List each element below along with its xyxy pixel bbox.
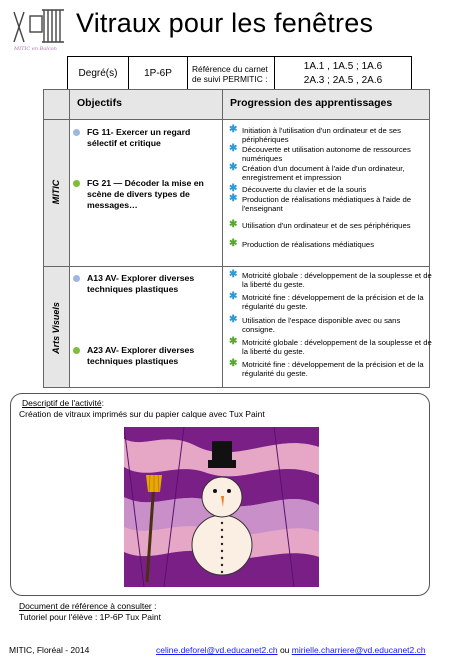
progression-item bbox=[229, 143, 432, 163]
bullet-dot-icon bbox=[73, 275, 80, 282]
logo-caption: MITIC en Balcon bbox=[14, 46, 57, 52]
progression-text: Production de réalisations médiatiques bbox=[242, 240, 375, 249]
progression-text: Utilisation de l'espace disponible avec ou sans consigne. bbox=[242, 316, 401, 334]
footer-separator: ou bbox=[277, 645, 292, 655]
objective-a13 bbox=[73, 273, 219, 295]
mitic-row-label: MITIC bbox=[51, 179, 61, 205]
snowman-stained-glass-image bbox=[124, 427, 319, 587]
header-corner bbox=[44, 90, 69, 120]
asterisk-icon: ✱ bbox=[229, 269, 238, 280]
objective-fg21 bbox=[73, 178, 219, 211]
progression-text: Production de réalisations médiatiques à l'aide de l'enseignant bbox=[242, 195, 411, 213]
progression-item bbox=[229, 124, 432, 144]
objective-text: A23 AV- Explorer diverses techniques plastiques bbox=[87, 345, 195, 366]
header-progression bbox=[223, 90, 429, 120]
arts-row-label: Arts Visuels bbox=[51, 302, 61, 354]
bullet-dot-icon bbox=[73, 180, 80, 187]
asterisk-icon: ✱ bbox=[229, 183, 238, 194]
degree-value: 1P-6P bbox=[129, 57, 188, 91]
reference-heading-text: Document de référence à consulter bbox=[19, 601, 152, 611]
divider bbox=[69, 90, 70, 387]
progression-text: Motricité fine : développement de la précision et de la régularité du geste. bbox=[242, 293, 424, 311]
progression-item bbox=[229, 336, 432, 356]
progression-text: Découverte du clavier et de la souris bbox=[242, 185, 367, 194]
progression-item bbox=[229, 291, 432, 311]
progression-text: Utilisation d'un ordinateur et de ses périphériques bbox=[242, 221, 411, 230]
permitic-codes bbox=[275, 57, 412, 91]
progression-item bbox=[229, 183, 432, 195]
asterisk-icon: ✱ bbox=[229, 124, 238, 135]
email-link-deforel[interactable]: celine.deforel@vd.educanet2.ch bbox=[156, 645, 278, 655]
reference-heading bbox=[19, 601, 157, 611]
progression-text: Création d'un document à l'aide d'un ordinateur, enregistrement et impression bbox=[242, 164, 405, 182]
objectives-grid bbox=[43, 89, 430, 388]
objectifs-heading: Objectifs bbox=[77, 97, 122, 109]
asterisk-icon: ✱ bbox=[229, 193, 238, 204]
heading-suffix: : bbox=[101, 398, 104, 408]
asterisk-icon: ✱ bbox=[229, 219, 238, 230]
progression-item bbox=[229, 358, 432, 378]
progression-text: Motricité globale : développement de la souplesse et de la liberté du geste. bbox=[242, 271, 432, 289]
asterisk-icon: ✱ bbox=[229, 336, 238, 347]
objective-text: A13 AV- Explorer diverses techniques plastiques bbox=[87, 273, 195, 294]
footer-credit: MITIC, Floréal - 2014 bbox=[9, 645, 90, 655]
progression-item bbox=[229, 193, 432, 213]
objective-text: FG 21 — Décoder la mise en scène de divers types de messages… bbox=[87, 178, 204, 210]
degree-label: Degré(s) bbox=[68, 57, 129, 91]
asterisk-icon: ✱ bbox=[229, 358, 238, 369]
progression-item bbox=[229, 162, 432, 182]
asterisk-icon: ✱ bbox=[229, 162, 238, 173]
progression-text: Initiation à l'utilisation d'un ordinateur et de ses périphériques bbox=[242, 126, 401, 144]
objective-a23 bbox=[73, 345, 219, 367]
objective-fg11 bbox=[73, 127, 219, 149]
description-heading-text: Descriptif de l'activité bbox=[22, 398, 102, 408]
reference-text: Tutoriel pour l'élève : 1P-6P Tux Paint bbox=[19, 612, 161, 622]
heading-suffix: : bbox=[151, 601, 157, 611]
divider bbox=[222, 90, 223, 387]
bullet-dot-icon bbox=[73, 347, 80, 354]
bullet-dot-icon bbox=[73, 129, 80, 136]
progression-item bbox=[229, 219, 432, 231]
meta-table bbox=[67, 56, 412, 91]
asterisk-icon: ✱ bbox=[229, 238, 238, 249]
objective-text: FG 11- Exercer un regard sélectif et critique bbox=[87, 127, 191, 148]
progression-heading: Progression des apprentissages bbox=[230, 97, 393, 109]
codes-line-2: 2A.3 ; 2A.5 , 2A.6 bbox=[303, 74, 383, 86]
footer-contacts bbox=[156, 645, 426, 655]
page-title: Vitraux pour les fenêtres bbox=[76, 8, 374, 38]
divider bbox=[44, 266, 429, 267]
codes-line-1: 1A.1 , 1A.5 ; 1A.6 bbox=[303, 60, 383, 72]
progression-text: Motricité globale : développement de la souplesse et de la liberté du geste. bbox=[242, 338, 432, 356]
email-link-charriere[interactable]: mirielle.charriere@vd.educanet2.ch bbox=[291, 645, 426, 655]
progression-item bbox=[229, 238, 432, 250]
progression-item bbox=[229, 269, 432, 289]
progression-item bbox=[229, 314, 432, 334]
reference-label: Référence du carnet de suivi PERMITIC : bbox=[188, 57, 275, 91]
progression-text: Découverte et utilisation autonome de ressources numériques bbox=[242, 145, 411, 163]
header-objectifs bbox=[70, 90, 222, 120]
asterisk-icon: ✱ bbox=[229, 314, 238, 325]
asterisk-icon: ✱ bbox=[229, 291, 238, 302]
description-heading bbox=[22, 398, 104, 408]
asterisk-icon: ✱ bbox=[229, 143, 238, 154]
progression-text: Motricité fine : développement de la précision et de la régularité du geste. bbox=[242, 360, 424, 378]
description-text: Création de vitraux imprimés sur du papier calque avec Tux Paint bbox=[19, 409, 265, 419]
